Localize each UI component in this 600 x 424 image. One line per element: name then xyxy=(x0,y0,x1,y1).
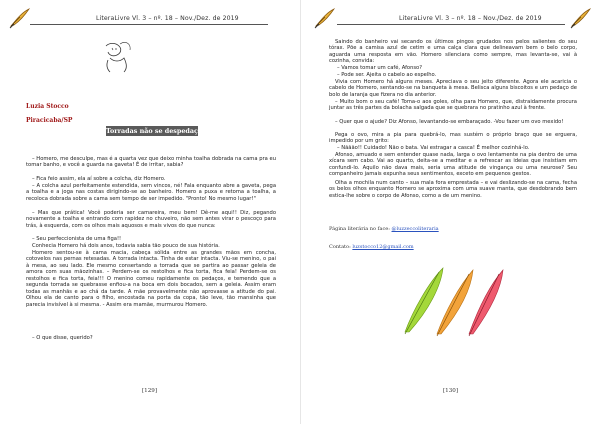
facebook-label: Página literária no face: xyxy=(329,226,390,232)
paragraph: Homero sentou-se à cama macia, cabeça sólida entre as grandes mãos em concha, cotovelos nas pernas retesadas. A torrada intacta. Tinha de estar intacta. Viu-se menino, o pai à mesa, ao seu lado. Ele mesmo consertando a torrada que se partira ao passar geleia de amora com suas mãozinhas. – Perdem-se os restolhos e fica torta, fica feia! Perdem-se os restolhos e fica torta, feia!!! O menino comeu rapidamente os pedaços, e temendo que a segunda torrada se quebrasse enfiou-a na boca em dois bocados, sem a geleia. Assim eram todas as manhãs e ao chá da tarde. A mãe provavelmente não aprovasse a atitude do pai. Olhou ela de canto para o filho, encostada na porta da copa, tão leve, tão mansinha que parecia invisível à si mesma. - Assim era mamãe, murmurou Homero. xyxy=(26,250,276,308)
story-title: Torradas não se despedaçam xyxy=(106,127,209,135)
feather-icon xyxy=(469,270,503,336)
paragraph: – Nããão!! Cuidado! Não o bata. Vai estragar a casca! É melhor cozinhá-lo. xyxy=(337,145,530,151)
page-header xyxy=(301,7,600,29)
page-header xyxy=(0,7,300,29)
author-sketch-illustration xyxy=(100,38,134,74)
paragraph: – Muito bom o seu café! Toma-o aos goles, olha para Homero, que, distraidamente procura juntar as três partes da bolacha salgada que se quebrara no pratinho azul à frente. xyxy=(329,99,577,112)
quill-pen-icon xyxy=(8,7,32,29)
contact-line xyxy=(329,244,414,250)
paragraph: Olha a mochila num canto – sua mala fora emprestada – e vai deslizando-se na cama, fecha os belos olhos enquanto Homero se aproxima com uma suave manta, que desdobrando bem estica-lhe sobre o corpo de Afonso, como a de um menino. xyxy=(329,180,577,199)
paragraph: – Seu perfeccionista de uma figa!! xyxy=(32,236,122,242)
author-name: Luzia Stocco xyxy=(26,103,69,110)
facebook-link[interactable]: @luzzeccoliteraria xyxy=(391,226,439,232)
author-location: Piracicaba/SP xyxy=(26,117,73,124)
page-number: [129] xyxy=(142,388,158,394)
paragraph: – O que disse, querido? xyxy=(32,335,93,341)
header-text: LiteraLivre Vl. 3 – nº. 18 – Nov./Dez. de 2019 xyxy=(399,15,542,22)
feather-icon xyxy=(437,270,473,336)
paragraph: – Homero, me desculpe, mas é a quarta vez que deixo minha toalha dobrada na cama pra eu tomar banho, e você a guarda na gaveta! É de irritar, sabia? xyxy=(26,156,276,169)
quill-pen-icon xyxy=(313,7,337,29)
quill-pen-icon xyxy=(569,7,593,29)
paragraph: – Quer que o ajude? Diz Afonso, levantando-se embaraçado. -Vou fazer um ovo mexido! xyxy=(335,119,564,125)
contact-label: Contato: xyxy=(329,244,351,250)
right-page xyxy=(300,0,600,424)
paragraph: Pega o ovo, mira a pia para quebrá-lo, mas sustém o próprio braço que se erguera, impedido por um grito: xyxy=(329,132,577,145)
paragraph: – A colcha azul perfeitamente estendida, sem vincos, né! Fala enquanto abre a gaveta, pega a toalha e a joga nas costas dirigindo-se ao banheiro. Homero a puxa e retoma a toalha, a recoloca dobrada sobre a cama sem tempo de ser impedido. "Pronto! No mesmo lugar!" xyxy=(26,183,276,202)
facebook-line xyxy=(329,226,439,232)
paragraph: – Vamos tomar um café, Afonso? xyxy=(337,65,422,71)
paragraph: – Fica feio assim, ela aí sobre a colcha, diz Homero. xyxy=(32,176,166,182)
paragraph: Conhecia Homero há dois anos, todavia sabia tão pouco de sua história. xyxy=(32,243,220,249)
contact-email-link[interactable]: luzstocco12@gmail.com xyxy=(352,244,414,250)
paragraph: Saindo do banheiro vai secando os últimos pingos grudados nos pelos salientes do seu tórax. Põe a camisa azul de cetim e uma calça clara que delineavam bem o belo corpo, aguarda uma resposta em vão. Homero silenciara como sempre, mas levanta-se, vai à cozinha, convida: xyxy=(329,39,577,65)
paragraph: – Mas que prática! Você poderia ser camareira, meu bem! Dê-me aqui!! Diz, pegando novamente a toalha e entrando com rapidez no chuveiro, não sem antes virar o pescoço para trás, à esquerda, com os olhos mais aquosos e mais vivos do que nunca: xyxy=(26,210,276,229)
header-text: LiteraLivre Vl. 3 – nº. 18 – Nov./Dez. de 2019 xyxy=(96,15,239,22)
feathers-decoration xyxy=(399,262,509,338)
feather-icon xyxy=(405,268,443,334)
paragraph: – Pode ser. Ajeita o cabelo ao espelho. xyxy=(337,72,437,78)
paragraph: Afonso, amuado e sem entender quase nada, larga o ovo lentamente na pia dentro de uma xícara sem cabo. Vai ao quarto, deita-se a meditar e a refrescar as ideias que insistiam em confundi-lo. Aquilo não dava mais, seria uma atitude de vingança ou uma neurose? Seu companheiro jamais expunha seus sentimentos, exceto em pequenos gestos. xyxy=(329,152,577,178)
paragraph: Vivia com Homero há alguns meses. Apreciava o seu jeito diferente. Agora ele acaricia o cabelo de Homero, sentando-se na banqueta à mesa. Belisca alguns biscoitos e um pedaço de bolo de laranja que fizera no dia anterior. xyxy=(329,79,577,98)
page-number: [130] xyxy=(443,388,459,394)
